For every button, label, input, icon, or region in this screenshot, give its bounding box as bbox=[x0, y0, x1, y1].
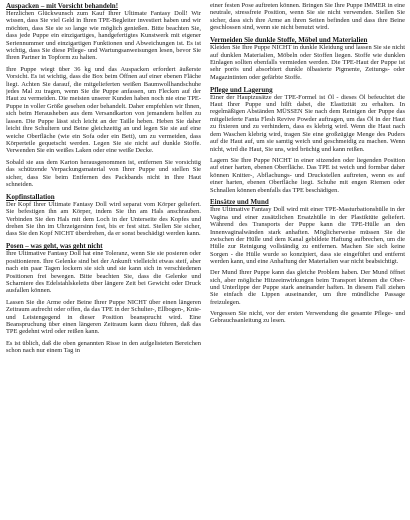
right-column bbox=[210, 2, 405, 520]
paragraph: Lassen Sie die Arme oder Beine Ihrer Puppe NICHT über einen längeren Zeitraum aufrecht oder offen, da das TPE in der Schulter-, Ellbogen-, Knie- und Leistengegend in dieser Position beansprucht wird. Eine Beanspruchung über einen längeren Zeitraum kann dazu führen, daß das TPE gedehnt wird oder reißen kann. bbox=[6, 298, 201, 336]
paragraph: Lagern Sie Ihre Puppe NICHT in einer sitzenden oder liegenden Position auf einer harten, ebenen Oberfläche. Das TPE ist weich und formbar daher können Knitter-, Abflachungs- und Druckstellen auftreten, wenn es auf einer harten, ebenen Oberfläche liegt. Schuhe mit engen Riemen oder Schnallen können ebenfalls das TPE beschädigen. bbox=[210, 156, 405, 194]
section-heading: Posen – was geht, was geht nicht bbox=[6, 242, 103, 251]
section bbox=[6, 2, 201, 188]
section-heading: Vermeiden Sie dunkle Stoffe, Möbel und Materialien bbox=[210, 36, 368, 45]
section-heading: Einsätze und Mund bbox=[210, 198, 269, 207]
paragraph: Es ist üblich, daß die oben genannten Risse in den aufgelisteten Bereichen schon nach nur einem Tag in bbox=[6, 339, 201, 355]
section-heading: Pflege und Lagerung bbox=[210, 85, 273, 94]
paragraph: Ihre Ultimative Fantasy Doll hat eine Toleranz, wenn Sie sie posieren oder positionieren. Ihre Gelenke sind bei der Ankunft vielleicht etwas steif, aber nach ein paar Tagen lockern sie sich und sie kann sich in verschiedenen Positionen frei bewegen. Bitte beachten Sie, dass die Gelenke und Scharniere des Edelstahlskeletts über längere Zeit bei Gewicht oder Druck ausfallen können. bbox=[6, 250, 201, 295]
paragraph: Der Kopf Ihrer Ultimate Fantasy Doll wird separat vom Körper geliefert. Sie befestigen ihn am Körper, indem Sie ihn am Hals anschrauben. Verbinden Sie den Hals mit dem Loch in der Unterseite des Kopfes und drehen Sie ihn im Uhrzeigersinn fest, bis er fest sitzt. Stellen Sie sicher, dass Sie den Kopf NICHT überdrehen, da er sonst beschädigt werden kann. bbox=[6, 200, 201, 238]
paragraph: Sobald sie aus dem Karton herausgenommen ist, entfernen Sie vorsichtig das schützende Verpackungsmaterial von Ihrer Puppe und stellen Sie sicher, dass Sie beim Entfernen des Packbands nicht in Ihre Haut schneiden. bbox=[6, 158, 201, 188]
paragraph: Kleiden Sie Ihre Puppe NICHT in dunkle Kleidung und lassen Sie sie nicht auf dunklen Materialien, Möbeln oder Stoffen liegen. Stoffe wie dunklen Einlagen sollten ebenfalls vermieden werden. Die TPE-Haut der Puppe ist sehr porös und absorbiert dunkle ölbasierte Pigmente, Zeitungs- oder Magazintinten oder gefärbte Stoffe. bbox=[210, 44, 405, 81]
section bbox=[210, 198, 405, 324]
section-heading: Auspacken – mit Vorsicht behandeln! bbox=[6, 2, 119, 10]
paragraph: Herzlichen Glückwunsch zum Kauf Ihrer Ultimate Fantasy Doll! Wir wissen, dass Sie viel Geld in Ihren TPE-Begleiter investiert haben und wir möchten, dass Sie sie so lange wie möglich genießen. Bitte beachten Sie, dass jede Puppe ein einzigartiges, handgefertigtes Kunstwerk mit eigener Seriennummer und einzigartigen Funktionen und Abweichungen ist. Es ist wichtig, dass Sie diese Pflege- und Wartungsanweisungen lesen, bevor Sie Ihren Partner in Topform zu halten. bbox=[6, 10, 201, 62]
section bbox=[210, 36, 405, 81]
paragraph: Der Mund Ihrer Puppe kann das gleiche Problem haben. Der Mund öffnet sich, aber mögliche Hitzeeinwirkungen beim Transport können die Ober- und Unterlippe der Puppe stark aneinander haften. In diesem Fall ziehen Sie einfach die Lippen auseinander, um ihre mündliche Passage freizulegen. bbox=[210, 269, 405, 306]
section bbox=[6, 242, 201, 354]
paragraph: einer festen Pose auftreten können. Bringen Sie Ihre Puppe IMMER in eine neutrale, stressfreie Position, wenn Sie sie nicht verwenden. Stellen Sie sicher, dass sich ihre Arme an ihren Seiten befinden und dass ihre Beine geschlossen sind, wenn sie nicht benutzt wird. bbox=[210, 2, 405, 32]
paragraph: Ihre Puppe wiegt über 36 kg und das Auspacken erfordert äußerste Vorsicht. Es ist wichtig, dass die Box beim Öffnen auf einer ebenen Fläche liegt. Achten Sie darauf, die mitgelieferten weißen Baumwollhandschuhe jedes Mal zu tragen, wenn Sie die Puppe anfassen, um Flecken auf der Haut zu vermeiden. Die meisten unserer Kunden haben noch nie eine TPE-Puppe in voller Größe gesehen oder behandelt. Daher empfehlen wir Ihnen, sich beim Herausheben aus dem Versandkarton von jemandem helfen zu lassen. Die Puppe lässt sich leicht an der Taille heben. Heben Sie daher leicht ihre Schultern und Beine gleichzeitig an und legen Sie sie auf eine weiche Oberfläche (wie ein Sofa oder ein Bett), um zu vermeiden, dass Körperteile gequetscht werden. Legen Sie sie nicht auf dunkle Stoffe. Verwenden Sie ein weißes Laken oder eine weiße Decke. bbox=[6, 65, 201, 155]
section bbox=[6, 193, 201, 238]
paragraph: Einer der Hauptzusätze der TPE-Formel ist Öl - dieses Öl befeuchtet die Haut Ihrer Puppe und hilft dabei, die Elastizität zu erhalten. In regelmäßigen Abständen MÜSSEN Sie nach dem Reinigen der Puppe das mitgelieferte Fanta Flesh Revive Powder auftragen, um das Öl in der Haut zu fixieren und zu verhindern, dass es klebrig wird. Wenn die Haut nach dem Waschen klebrig wird, tragen Sie eine großzügige Menge des Puders auf die Haut auf, um sie samtig weich und geschmeidig zu machen. Wenn nicht, wird die Haut, Sie uns, wird brüchig und kann reißen. bbox=[210, 93, 405, 153]
section bbox=[210, 86, 405, 194]
paragraph: Ihre Ultimative Fantasy Doll wird mit einer TPE-Masturbationshülle in der Vagina und einer zusätzlichen Ersatzhülle in der Plastiktüte geliefert. Während des Transports der Puppe kann die TPE-Hülle an den Innenvaginalwänden stark anhaften. Möglicherweise müssen Sie die zwischen der Hülle und dem Kanal gebildete Haftung aufbrechen, um die Hülle zur Reinigung vollständig zu entfernen. Machen Sie sich keine Sorgen - die Hülle wurde so konzipiert, dass sie eingeführt und entfernt werden kann, und eine Anhaftung der Materialien war nicht beabsichtigt. bbox=[210, 206, 405, 266]
paragraph: Vergessen Sie nicht, vor der ersten Verwendung die gesamte Pflege- und Gebrauchsanleitung zu lesen. bbox=[210, 309, 405, 325]
section-heading: Kopfinstallation bbox=[6, 192, 55, 201]
left-column bbox=[6, 2, 201, 520]
section bbox=[210, 2, 405, 32]
